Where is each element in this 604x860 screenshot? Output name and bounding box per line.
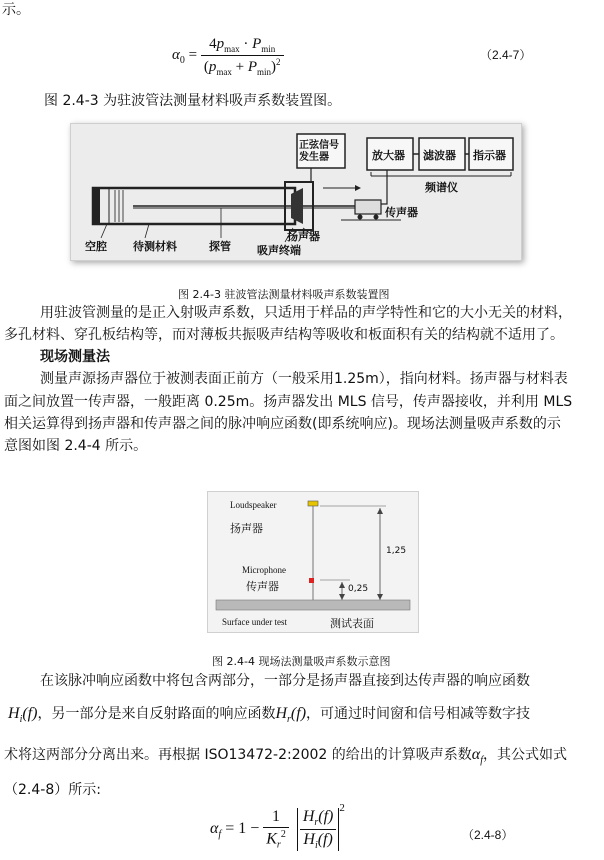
in-situ-measurement-diagram — [208, 492, 418, 632]
figure-2-4-3 — [70, 123, 522, 261]
figure-2-4-4 — [207, 491, 419, 633]
surface-en-label: Surface under test — [222, 617, 287, 627]
paragraph-3-line-3: 术将这两部分分离出来。再根据 ISO13472-2:2002 的给出的计算吸声系数$\alpha_f$，其公式如式 — [4, 746, 567, 767]
speaker-label: 扬声器 — [287, 230, 320, 243]
amplifier-label: 放大器 — [372, 149, 405, 162]
paragraph-3-line-4: （2.4-8）所示: — [4, 782, 101, 798]
analyzer-label: 频谱仪 — [425, 181, 458, 194]
paragraph-2-line-4: 意图如图 2.4-4 所示。 — [4, 438, 148, 454]
paragraph-2-line-3: 相关运算得到扬声器和传声器之间的脉冲响应函数(即系统响应)。现场法测量吸声系数的示 — [4, 416, 561, 432]
equation-2-4-8: $\alpha_f = 1$ − $\frac{1}{K_r^2}$ $\frac{H_r(f)}{H_i(f)}$ $^2$ — [210, 802, 345, 852]
paragraph-2-line-2: 面之间放置一传声器，一般距离 0.25m。扬声器发出 MLS 信号，传声器接收，并利用 MLS — [4, 394, 573, 410]
paragraph-3-line-2: $H_i(f)$，另一部分是来自反射路面的响应函数$H_r(f)$，可通过时间窗和信号相减等数字技 — [8, 705, 531, 726]
microphone-en-label: Microphone — [242, 565, 286, 575]
paragraph-3-line-1: 在该脉冲响应函数中将包含两部分，一部分是扬声器直接到达传声器的响应函数 — [40, 673, 530, 689]
paragraph-1-line-1: 用驻波管测量的是正入射吸声系数，只适用于样品的声学特性和它的大小无关的材料， — [40, 305, 572, 321]
filter-label: 滤波器 — [423, 149, 456, 162]
indicator-label: 指示器 — [473, 149, 506, 162]
microphone-cn-label: 传声器 — [246, 580, 279, 593]
probe-label: 探管 — [209, 240, 231, 253]
microphone-label: 传声器 — [385, 206, 418, 219]
section-heading: 现场测量法 — [40, 349, 110, 365]
signal-generator-label: 正弦信号 发生器 — [299, 140, 339, 163]
surface-cn-label: 测试表面 — [330, 617, 374, 630]
distance-1-25-label: 1,25 — [386, 546, 407, 556]
loudspeaker-cn-label: 扬声器 — [230, 522, 263, 535]
top-fragment: 示。 — [2, 2, 30, 18]
distance-0-25-label: 0,25 — [348, 584, 369, 594]
hr-symbol: $H_r(f)$ — [275, 705, 307, 726]
termination-label: 吸声终端 — [257, 244, 301, 257]
equation-number-2-4-8: （2.4-8） — [462, 828, 514, 842]
figure-2-4-3-caption: 图 2.4-3 驻波管法测量材料吸声系数装置图 — [178, 288, 390, 301]
cavity-label: 空腔 — [85, 240, 107, 253]
figure-intro: 图 2.4-3 为驻波管法测量材料吸声系数装置图。 — [44, 93, 342, 109]
equation-number-2-4-7: （2.4-7） — [480, 48, 532, 62]
paragraph-2-line-1: 测量声源扬声器位于被测表面正前方（一般采用1.25m），指向材料。扬声器与材料表 — [40, 371, 568, 387]
alpha-f-symbol: $\alpha_f$ — [471, 746, 483, 767]
material-label: 待测材料 — [133, 240, 177, 253]
hi-symbol: $H_i(f)$ — [8, 705, 38, 726]
paragraph-1-line-2: 多孔材料、穿孔板结构等，而对薄板共振吸声结构等吸收和板面积有关的结构就不适用了。 — [4, 327, 564, 343]
loudspeaker-en-label: Loudspeaker — [230, 500, 277, 510]
equation-2-4-7: $\alpha_0$ = $\frac{4p_{max} \cdot P_{min}}{(p_{max} + P_{min})^2}$ — [172, 36, 284, 77]
figure-2-4-4-caption: 图 2.4-4 现场法测量吸声系数示意图 — [212, 655, 391, 668]
